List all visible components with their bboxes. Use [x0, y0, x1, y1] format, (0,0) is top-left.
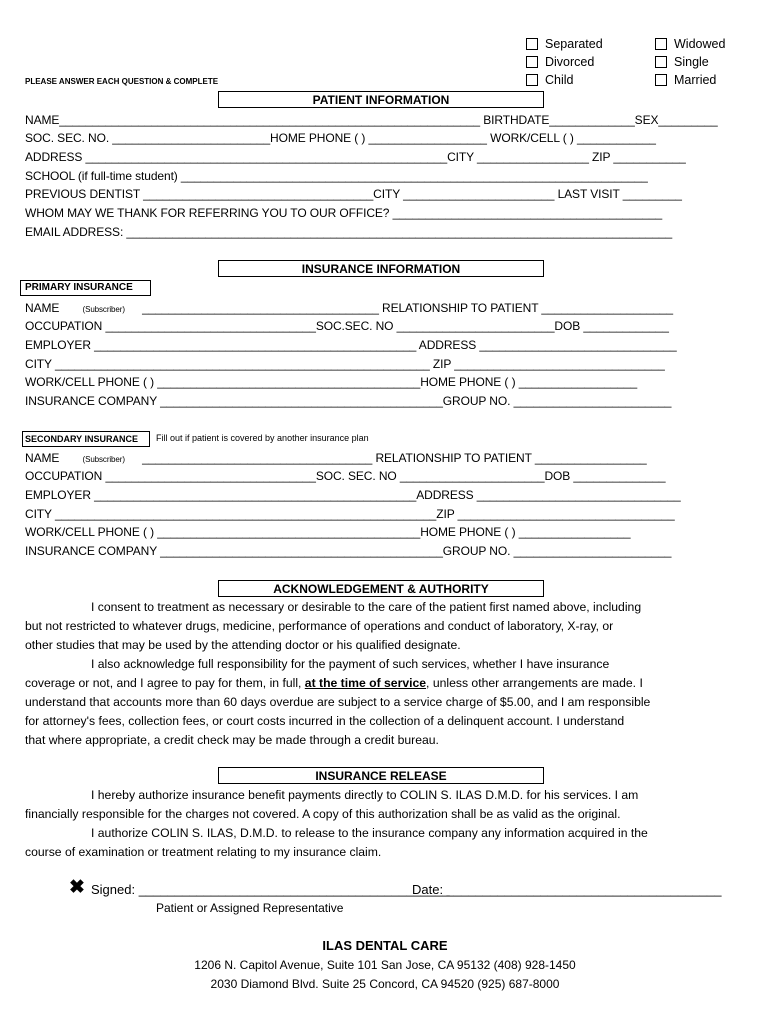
patient-line-previous-dentist[interactable]: PREVIOUS DENTIST ___________________________________CITY _______________________ LAST VISIT _________	[25, 187, 682, 201]
signature-x-icon: ✖	[69, 877, 85, 898]
release-line4: course of examination or treatment relating to my insurance claim.	[25, 845, 382, 859]
checkbox-divorced[interactable]	[526, 56, 538, 68]
release-line1: I hereby authorize insurance benefit payments directly to COLIN S. ILAS D.M.D. for his services. I am	[91, 788, 639, 802]
primary-line-employer[interactable]: EMPLOYER _________________________________________________ ADDRESS ______________________________	[25, 338, 677, 352]
primary-line-name[interactable]	[25, 301, 673, 317]
secondary-line-employer[interactable]: EMPLOYER _________________________________________________ADDRESS _______________________________	[25, 488, 681, 502]
form-instruction: PLEASE ANSWER EACH QUESTION & COMPLETE	[25, 77, 219, 86]
primary-insurance-label: PRIMARY INSURANCE	[20, 280, 151, 296]
primary-subscriber-note: (Subscriber)	[82, 305, 125, 314]
checkbox-label-single: Single	[674, 55, 709, 69]
insurance-release-header: INSURANCE RELEASE	[218, 767, 544, 784]
secondary-insurance-note: Fill out if patient is covered by another insurance plan	[156, 433, 369, 443]
ack-p2-line2	[25, 674, 643, 693]
checkbox-child[interactable]	[526, 74, 538, 86]
patient-line-address[interactable]: ADDRESS _______________________________________________________CITY _________________ ZIP ___________	[25, 150, 686, 164]
ack-p1-line2: but not restricted to whatever drugs, medicine, performance of operations and conduct of laboratory, X-ray, or	[25, 619, 614, 633]
patient-line-name[interactable]: NAME________________________________________________________________ BIRTHDATE_____________SEX_________	[25, 113, 718, 127]
secondary-line-name[interactable]	[25, 451, 647, 467]
ack-p2-line5: that where appropriate, a credit check may be made through a credit bureau.	[25, 733, 439, 747]
acknowledgement-header: ACKNOWLEDGEMENT & AUTHORITY	[218, 580, 544, 597]
checkbox-label-widowed: Widowed	[674, 37, 726, 51]
secondary-name-label: NAME	[25, 451, 60, 465]
secondary-insurance-label: SECONDARY INSURANCE	[22, 431, 150, 447]
checkbox-single[interactable]	[655, 56, 667, 68]
footer-address-san-jose: 1206 N. Capitol Avenue, Suite 101 San Jose, CA 95132 (408) 928-1450	[194, 958, 576, 972]
signature-line[interactable]: Signed: ___________________________________________	[91, 882, 450, 897]
signature-caption: Patient or Assigned Representative	[156, 901, 344, 915]
checkbox-label-child: Child	[545, 73, 574, 87]
release-line2: financially responsible for the charges not covered. A copy of this authorization shall be as valid as the original.	[25, 807, 621, 821]
checkbox-label-married: Married	[674, 73, 717, 87]
insurance-info-header: INSURANCE INFORMATION	[218, 260, 544, 277]
primary-line-company[interactable]: INSURANCE COMPANY ___________________________________________GROUP NO. ________________________	[25, 394, 672, 408]
ack-p1-line1: I consent to treatment as necessary or desirable to the care of the patient first named above, including	[91, 600, 642, 614]
patient-line-referral[interactable]: WHOM MAY WE THANK FOR REFERRING YOU TO OUR OFFICE? _________________________________________	[25, 206, 663, 220]
patient-line-ssn[interactable]: SOC. SEC. NO. ________________________HOME PHONE ( ) __________________ WORK/CELL ( ) ____________	[25, 131, 656, 145]
ack-p2-line1: I also acknowledge full responsibility for the payment of such services, whether I have insurance	[91, 657, 610, 671]
secondary-line-phone[interactable]: WORK/CELL PHONE ( ) ________________________________________HOME PHONE ( ) _________________	[25, 525, 631, 539]
ack-p2-line4: for attorney's fees, collection fees, or court costs incurred in the collection of a delinquent account. I understand	[25, 714, 625, 728]
patient-line-email[interactable]: EMAIL ADDRESS: ___________________________________________________________________________________	[25, 225, 673, 239]
secondary-subscriber-note: (Subscriber)	[82, 455, 125, 464]
primary-name-label: NAME	[25, 301, 60, 315]
ack-p2-line2-a: coverage or not, and I agree to pay for them, in full,	[25, 676, 305, 690]
secondary-line-city[interactable]: CITY __________________________________________________________ZIP _________________________________	[25, 507, 675, 521]
checkbox-separated[interactable]	[526, 38, 538, 50]
ack-time-of-service: at the time of service	[304, 676, 427, 690]
primary-line-occupation[interactable]: OCCUPATION ________________________________SOC.SEC. NO ________________________DOB _____________	[25, 319, 669, 333]
ack-p1-line3: other studies that may be used by the attending doctor or his qualified designate.	[25, 638, 461, 652]
patient-line-school[interactable]: SCHOOL (if full-time student) _______________________________________________________________________	[25, 169, 648, 183]
secondary-line-occupation[interactable]: OCCUPATION ________________________________SOC. SEC. NO ______________________DOB ______________	[25, 469, 666, 483]
checkbox-widowed[interactable]	[655, 38, 667, 50]
footer-address-concord: 2030 Diamond Blvd. Suite 25 Concord, CA 94520 (925) 687-8000	[210, 977, 560, 991]
checkbox-label-divorced: Divorced	[545, 55, 595, 69]
primary-name-rest: ____________________________________ RELATIONSHIP TO PATIENT ____________________	[142, 301, 673, 315]
primary-line-city[interactable]: CITY _________________________________________________________ ZIP ________________________________	[25, 357, 665, 371]
secondary-line-company[interactable]: INSURANCE COMPANY ___________________________________________GROUP NO. ________________________	[25, 544, 672, 558]
date-line[interactable]: Date: ______________________________________	[412, 882, 722, 897]
release-line3: I authorize COLIN S. ILAS, D.M.D. to release to the insurance company any information acquired in the	[91, 826, 648, 840]
checkbox-label-separated: Separated	[545, 37, 603, 51]
primary-line-phone[interactable]: WORK/CELL PHONE ( ) ________________________________________HOME PHONE ( ) __________________	[25, 375, 638, 389]
ack-p2-line2-b: , unless other arrangements are made. I	[426, 676, 643, 690]
practice-name: ILAS DENTAL CARE	[322, 938, 448, 953]
ack-p2-line3: understand that accounts more than 60 days overdue are subject to a service charge of $5.00, and I am responsible	[25, 695, 651, 709]
checkbox-married[interactable]	[655, 74, 667, 86]
secondary-name-rest: ___________________________________ RELATIONSHIP TO PATIENT _________________	[142, 451, 647, 465]
patient-info-header: PATIENT INFORMATION	[218, 91, 544, 108]
